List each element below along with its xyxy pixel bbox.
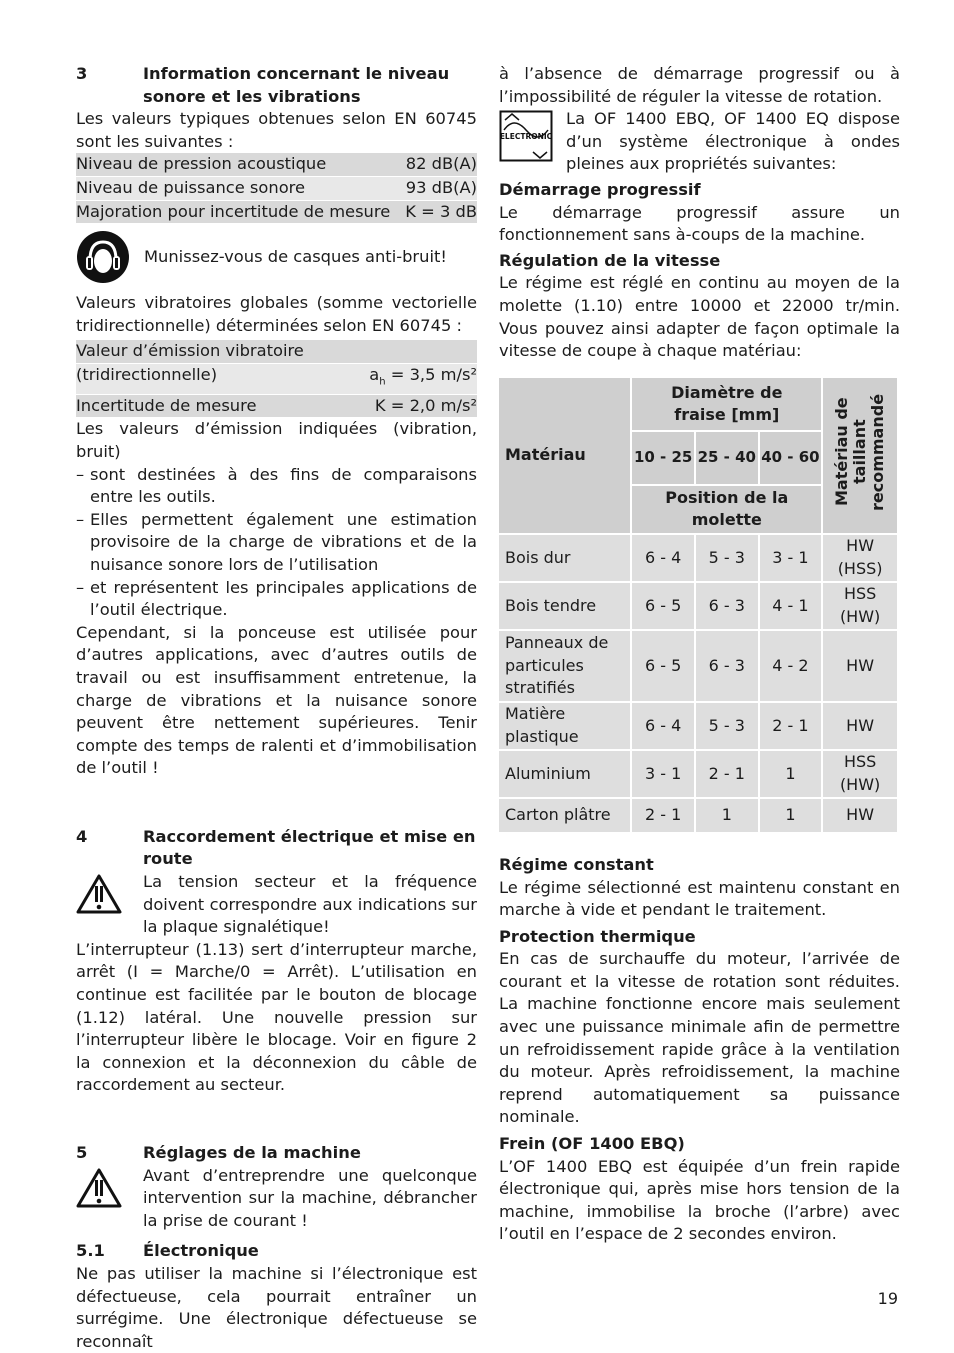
emission-intro: Les valeurs d’émission indiquées (vibration, bruit) <box>76 419 477 461</box>
right-column <box>499 63 900 1246</box>
speed-table <box>497 376 899 834</box>
thermal-body: En cas de surchauffe du moteur, l’arrivée de courant et la vitesse de rotation sont réduites. La machine fonctionne encore mais seulement avec une puissance minimale afin de permettre un refroidissement rapide grâce à la ventilation du moteur. Après refroidissement, la machine reprend automatiquement sa puissance nominale. <box>499 949 900 1127</box>
left-column <box>76 63 477 1353</box>
th-range: 40 - 60 <box>760 432 822 484</box>
list-item: – Elles permettent également une estimation provisoire de la charge de vibrations et de la nuisance sonore lors de l’utilisation <box>76 509 477 574</box>
brake-body: L’OF 1400 EBQ est équipée d’un frein rapide électronique qui, après mise hors tension de la machine, immobilise la broche (l’arbre) avec l’outil en l’espace de 2 secondes environ. <box>499 1156 900 1244</box>
page-number: 19 <box>877 1289 898 1308</box>
spec-row: Niveau de puissance sonore 93 dB(A) <box>76 177 477 201</box>
table-row: Bois dur 6 - 4 5 - 3 3 - 1 HW (HSS) <box>499 535 897 581</box>
spec-row: Incertitude de mesure K = 2,0 m/s² <box>76 395 477 419</box>
section-5-warning: Avant d’entreprendre une quelconque intervention sur la machine, débrancher la prise de courant ! <box>76 1165 477 1233</box>
table-row: Carton plâtre 2 - 1 1 1 HW <box>499 799 897 832</box>
th-range: 25 - 40 <box>696 432 758 484</box>
table-row: Matière plastique 6 - 4 5 - 3 2 - 1 HW <box>499 703 897 749</box>
electronic-icon <box>499 110 553 162</box>
list-item: – et représentent les principales applications de l’outil électrique. <box>76 577 477 620</box>
th-diameter: Diamètre de fraise [mm] <box>632 378 821 430</box>
section-4-warning: La tension secteur et la fréquence doivent correspondre aux indications sur la plaque signalétique! <box>76 871 477 939</box>
spec-row: Majoration pour incertitude de mesure K = 3 dB <box>76 201 477 225</box>
table-row: Panneaux de particules stratifiés 6 - 5 6 - 3 4 - 2 HW <box>499 631 897 701</box>
th-range: 10 - 25 <box>632 432 694 484</box>
th-position: Position de la molette <box>632 486 821 533</box>
svg-text:ELECTRONIC: ELECTRONIC <box>499 132 553 142</box>
thermal-title: Protection thermique <box>499 926 696 946</box>
electronic-notice: ELECTRONIC La OF 1400 EBQ, OF 1400 EQ dispose d’un système électronique à ondes pleines aux propriétés suivantes: <box>499 109 900 174</box>
section-5-heading: 5 Réglages de la machine <box>76 1143 361 1162</box>
continued-text: à l’absence de démarrage progressif ou à l’impossibilité de réguler la vitesse de rotation. <box>499 64 900 106</box>
demarrage-title: Démarrage progressif <box>499 179 701 199</box>
constant-body: Le régime sélectionné est maintenu constant en marche à vide et pendant le traitement. <box>499 877 900 920</box>
table-row: Bois tendre 6 - 5 6 - 3 4 - 1 HSS (HW) <box>499 583 897 629</box>
th-material: Matériau <box>499 378 630 533</box>
spec-row: Niveau de pression acoustique 82 dB(A) <box>76 153 477 177</box>
regulation-body: Le régime est réglé en continu au moyen de la molette (1.10) entre 10000 et 22000 tr/min. Vous pouvez ainsi adapter de façon optimale la vitesse de coupe à chaque matériau: <box>499 273 900 361</box>
section-3-closing: Cependant, si la ponceuse est utilisée pour d’autres applications, avec d’autres outils de travail ou est insuffisamment entretenue, la charge de vibrations et la nuisance sonore peuvent être nettement supérieures. Tenir compte des temps de ralenti et d’immobilisation de l’outil ! <box>76 622 477 778</box>
vibration-table <box>76 340 477 418</box>
section-4-body: L’interrupteur (1.13) sert d’interrupteur marche, arrêt (I = Marche/0 = Arrêt). L’utilisation en continue est facilitée par le bouton de blocage (1.12) latéral. Une nouvelle pression sur l’interrupteur libère le blocage. Voir en figure 2 la connexion et la déconnexion du câble de raccordement au secteur. <box>76 939 477 1095</box>
list-item: – sont destinées à des fins de comparaisons entre les outils. <box>76 464 477 507</box>
warning-icon <box>76 1167 122 1209</box>
warning-icon <box>76 873 122 915</box>
constant-title: Régime constant <box>499 854 654 874</box>
spec-row: (tridirectionnelle) $a_h = 3,5$ m/s² <box>76 364 477 395</box>
th-recommended: Matériau de taillant recommandé <box>823 378 897 533</box>
brake-title: Frein (OF 1400 EBQ) <box>499 1134 685 1154</box>
sound-values-table <box>76 153 477 224</box>
ear-protection-notice <box>76 230 477 284</box>
spec-row: Valeur d’émission vibratoire <box>76 340 477 364</box>
ear-protection-icon <box>76 230 130 284</box>
section-3-heading: 3 Information concernant le niveau sonore et les vibrations <box>76 64 450 106</box>
ear-protection-text: Munissez-vous de casques anti-bruit! <box>144 246 447 266</box>
section-4-heading: 4 Raccordement électrique et mise en route <box>76 826 476 869</box>
section-5-1-heading: 5.1 Électronique <box>76 1241 259 1261</box>
section-3-intro: Les valeurs typiques obtenues selon EN 60745 sont les suivantes : <box>76 109 477 151</box>
vibration-intro: Valeurs vibratoires globales (somme vectorielle tridirectionnelle) déterminées selon EN 60745 : <box>76 293 477 335</box>
regulation-title: Régulation de la vitesse <box>499 250 721 270</box>
section-5-1-body: Ne pas utiliser la machine si l’électronique est défectueuse, cela pourrait entraîner un surrégime. Une électronique défectueuse se reconnaît <box>76 1263 477 1351</box>
demarrage-body: Le démarrage progressif assure un fonctionnement sans à-coups de la machine. <box>499 202 900 245</box>
table-row: Aluminium 3 - 1 2 - 1 1 HSS (HW) <box>499 751 897 797</box>
